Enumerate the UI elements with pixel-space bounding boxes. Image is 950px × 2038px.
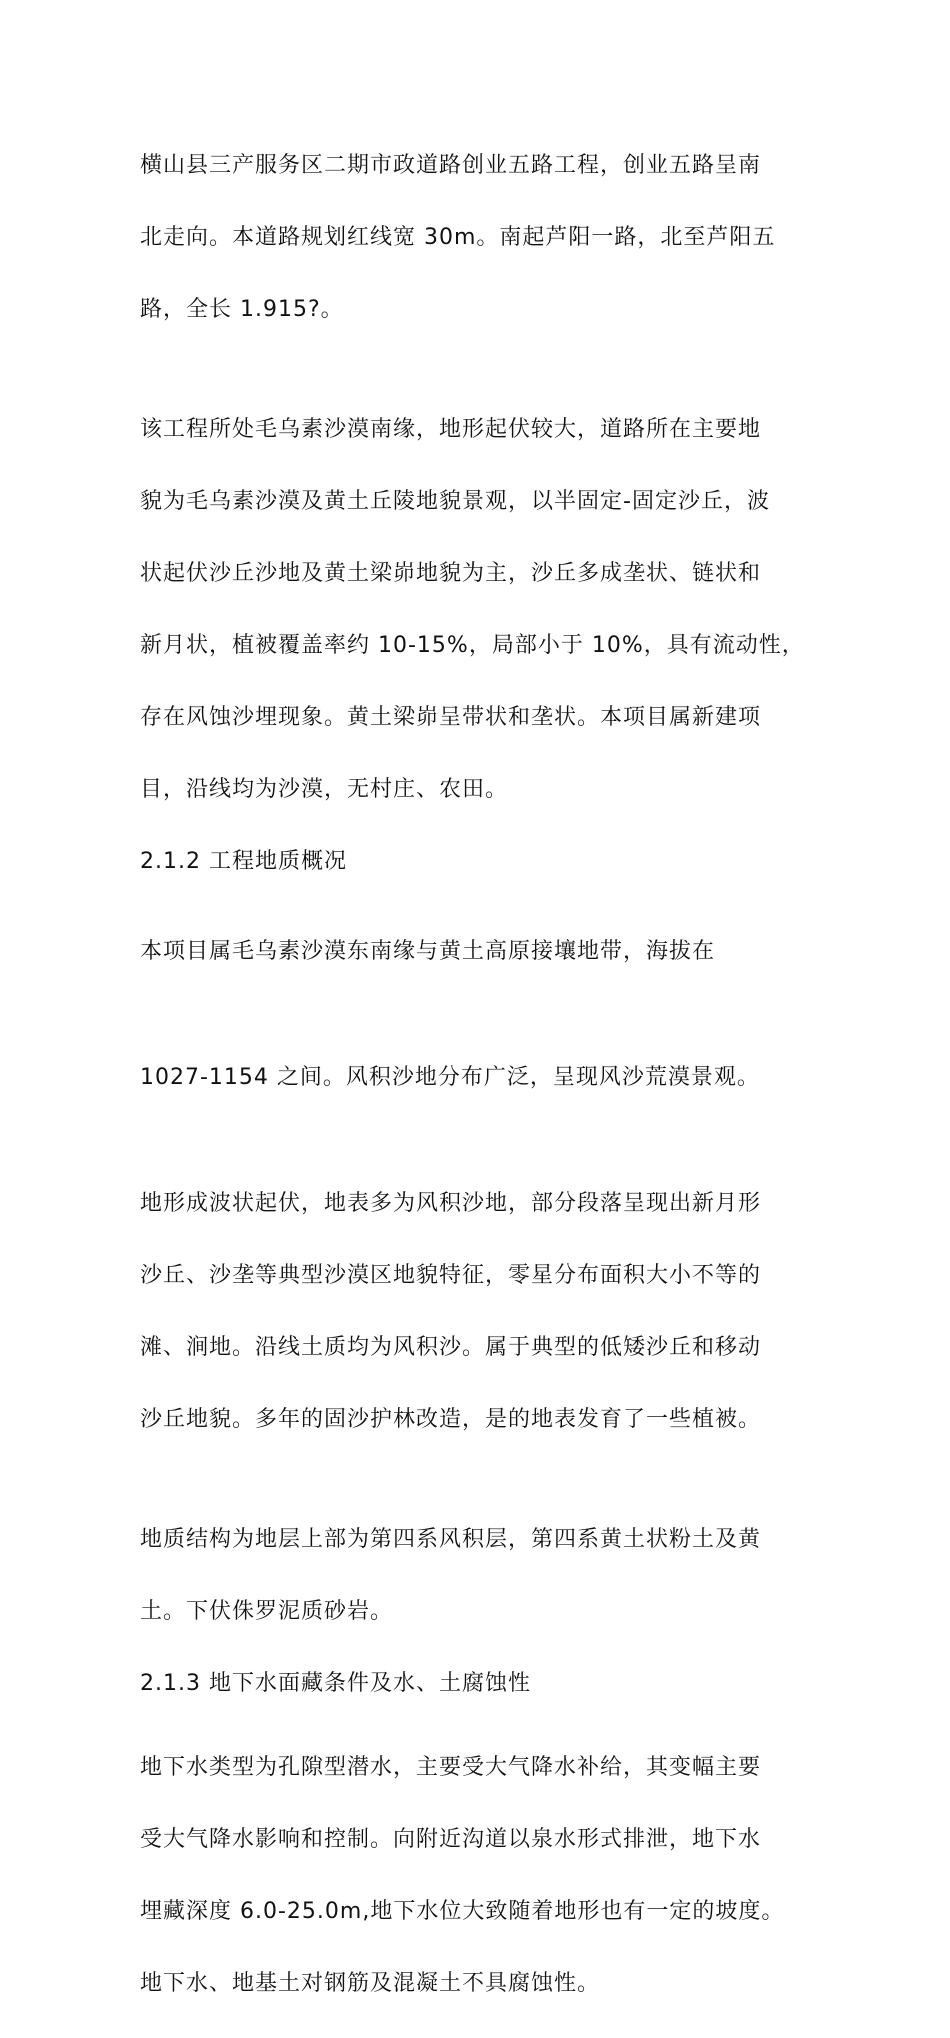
document-page [140,112,840,2038]
text-line: 地下水、地基土对钢筋及混凝土不具腐蚀性。 [140,1971,601,1996]
paragraph-terrain [140,376,840,844]
paragraph-project-overview [140,112,840,364]
text-line: 地下水类型为孔隙型潜水，主要受大气降水补给，其变幅主要 [140,1755,762,1780]
paragraph-altitude [140,1024,840,1132]
text-line: 地形成波状起伏，地表多为风积沙地，部分段落呈现出新月形 [140,1191,762,1216]
text-line: 1027-1154 之间。风积沙地分布广泛，呈现风沙荒漠景观。 [140,1065,760,1090]
text-line: 目，沿线均为沙漠，无村庄、农田。 [140,777,509,802]
paragraph-geology-location [140,898,840,1006]
text-line: 北走向。本道路规划红线宽 30m。南起芦阳一路，北至芦阳五 [140,225,776,250]
text-line: 状起伏沙丘沙地及黄土梁峁地貌为主，沙丘多成垄状、链状和 [140,561,762,586]
text-line: 本项目属毛乌素沙漠东南缘与黄土高原接壤地带，海拔在 [140,939,716,964]
text-line: 土。下伏侏罗泥质砂岩。 [140,1599,394,1624]
text-line: 貌为毛乌素沙漠及黄土丘陵地貌景观，以半固定-固定沙丘，波 [140,489,770,514]
text-line: 新月状，植被覆盖率约 10-15%，局部小于 10%，具有流动性， [140,633,805,658]
paragraph-groundwater [140,1714,840,2038]
section-heading-2-1-3: 2.1.3 地下水面藏条件及水、土腐蚀性 [140,1671,531,1696]
text-line: 横山县三产服务区二期市政道路创业五路工程，创业五路呈南 [140,153,762,178]
text-line: 存在风蚀沙埋现象。黄土梁峁呈带状和垄状。本项目属新建项 [140,705,762,730]
text-line: 埋藏深度 6.0-25.0m,地下水位大致随着地形也有一定的坡度。 [140,1899,785,1924]
text-line: 滩、涧地。沿线土质均为风积沙。属于典型的低矮沙丘和移动 [140,1335,762,1360]
section-heading-2-1-2: 2.1.2 工程地质概况 [140,849,347,874]
paragraph-landform [140,1150,840,1474]
text-line: 沙丘、沙垄等典型沙漠区地貌特征，零星分布面积大小不等的 [140,1263,762,1288]
text-line: 该工程所处毛乌素沙漠南缘，地形起伏较大，道路所在主要地 [140,417,762,442]
text-line: 路，全长 1.915?。 [140,297,344,322]
text-line: 地质结构为地层上部为第四系风积层，第四系黄土状粉土及黄 [140,1527,762,1552]
text-line: 受大气降水影响和控制。向附近沟道以泉水形式排泄，地下水 [140,1827,762,1852]
text-line: 沙丘地貌。多年的固沙护林改造，是的地表发育了一些植被。 [140,1407,762,1432]
paragraph-geologic-structure [140,1486,840,1666]
